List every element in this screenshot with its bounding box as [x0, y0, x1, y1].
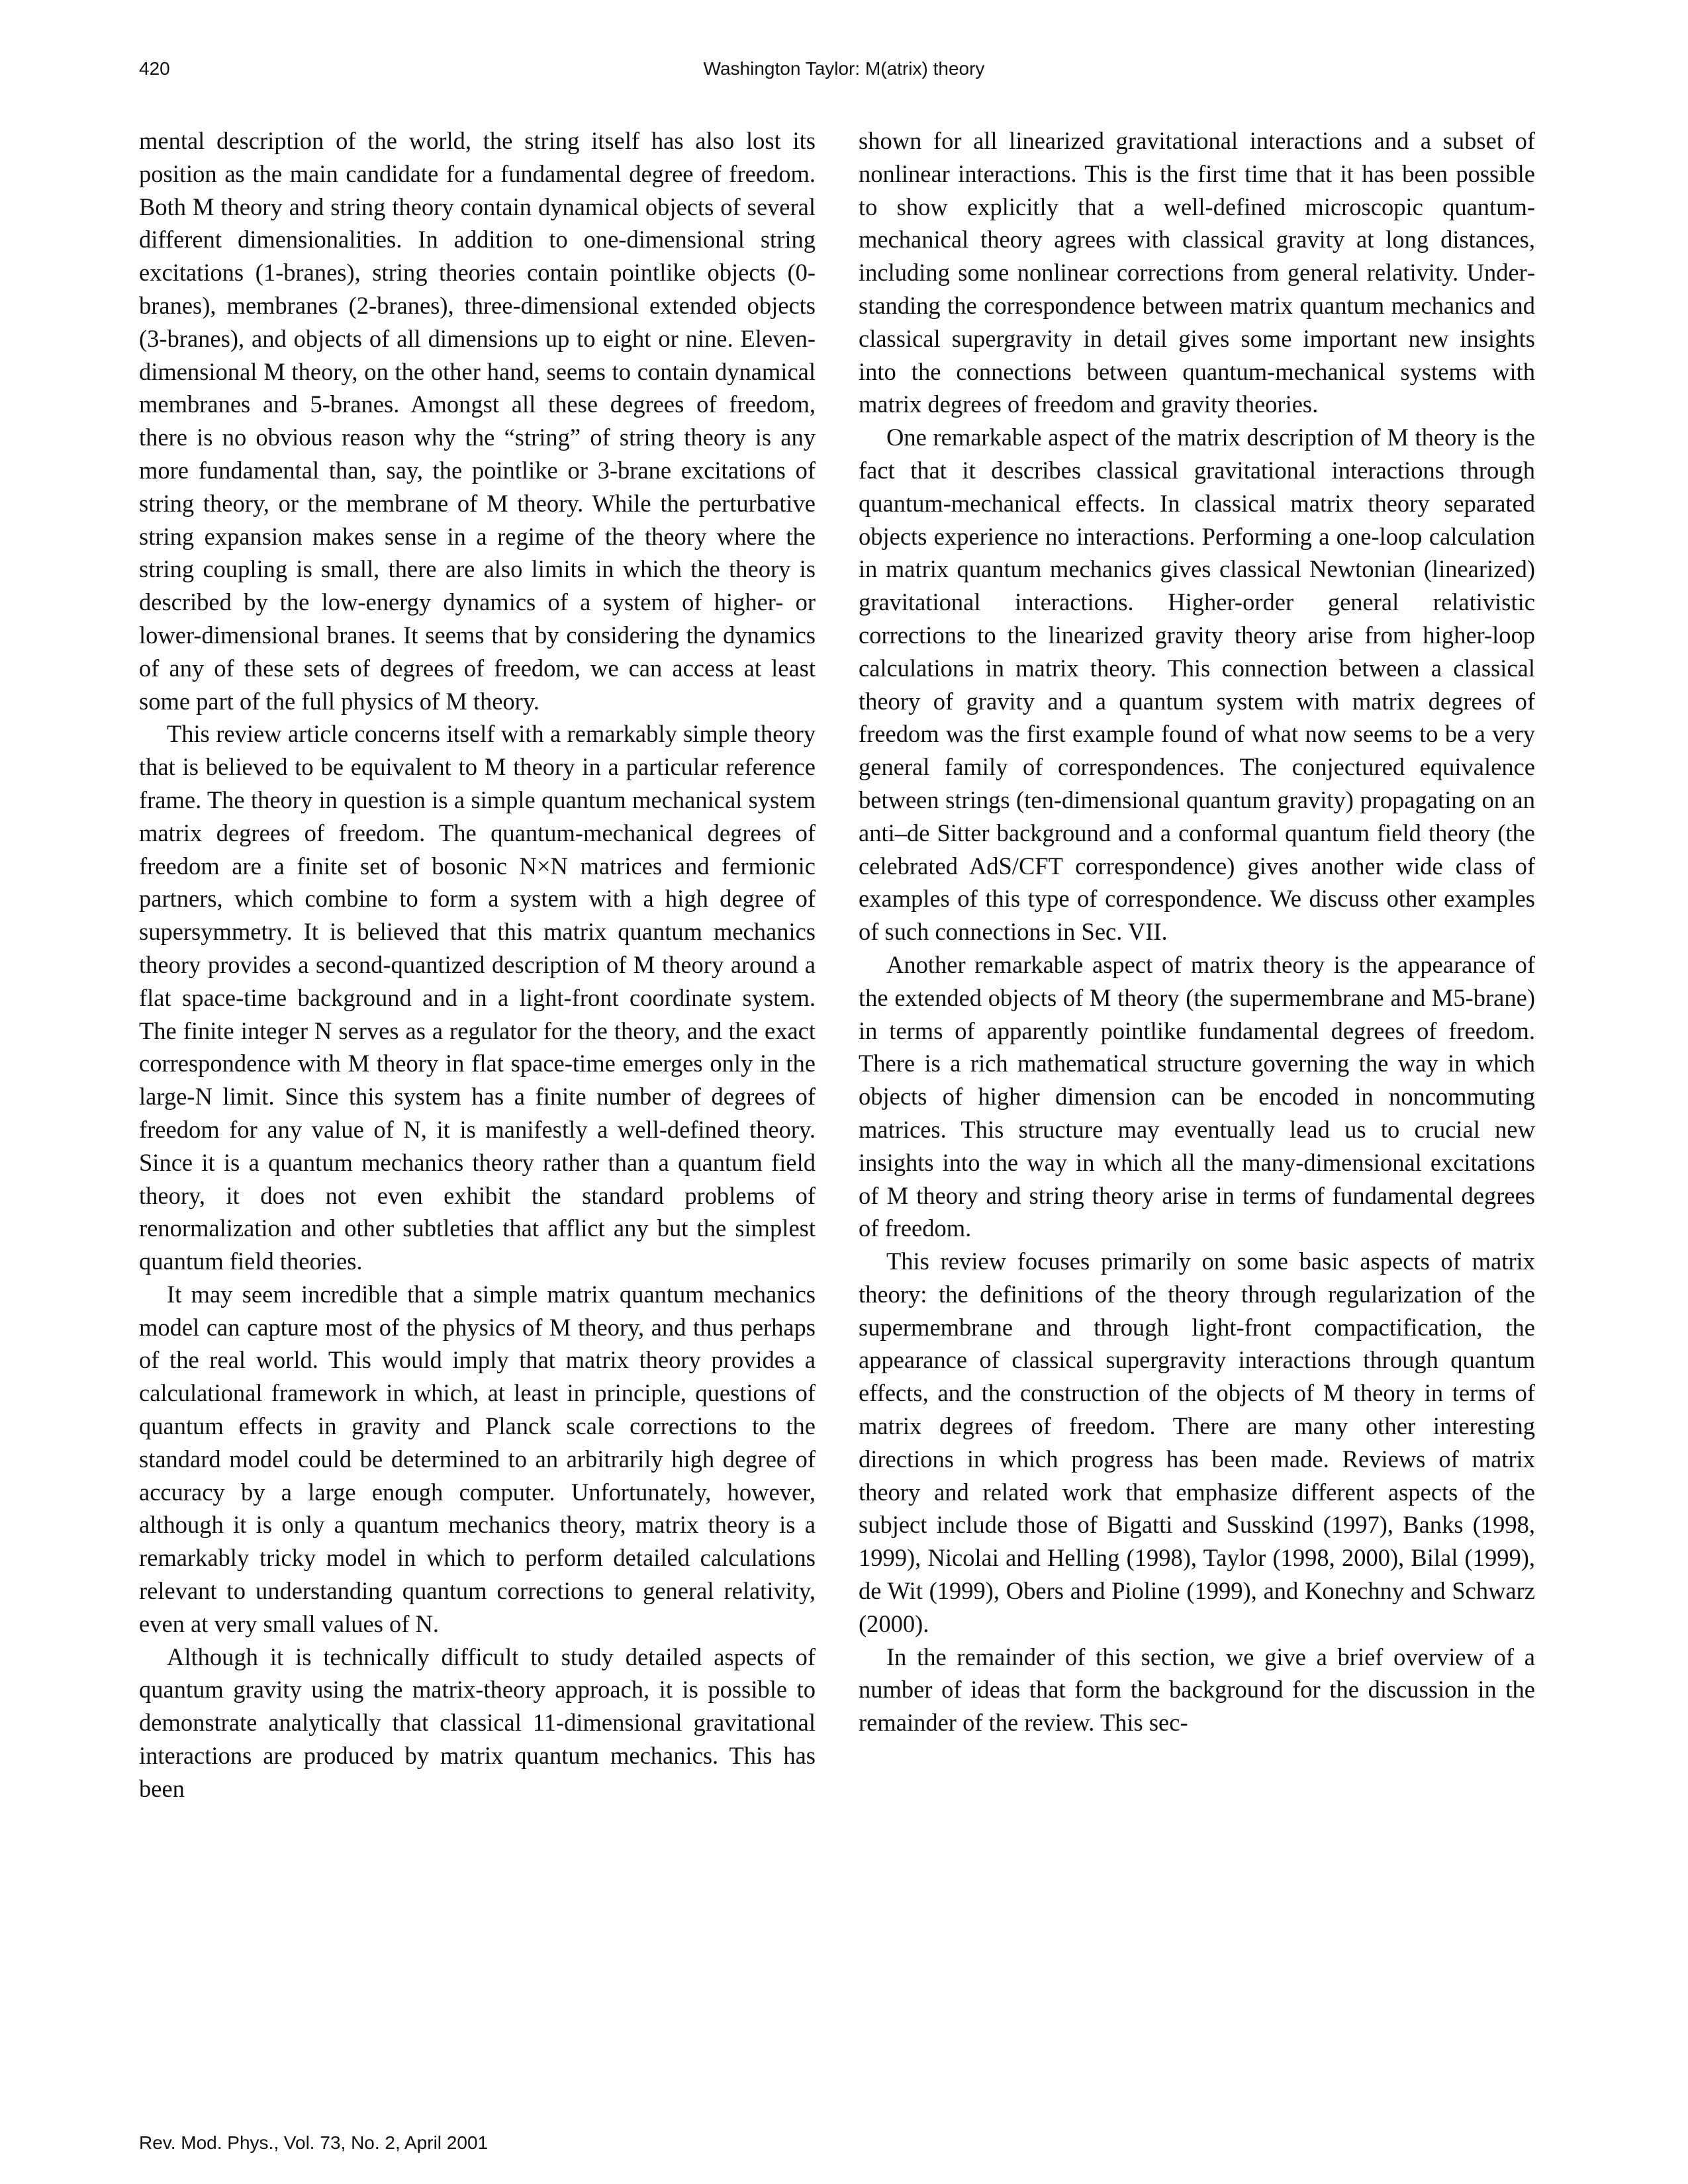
right-column: [859, 124, 1535, 2116]
paragraph: Although it is technically difficult to study detailed aspects of quantum gravity using the matrix-theory approach, it is possible to demonstrate analytically that classical 11-dimensional gravitational interactions are produced by matrix quantum mechanics. This has been: [139, 1643, 816, 1802]
page-header: [0, 58, 1688, 91]
paragraph: In the remainder of this section, we give a brief overview of a number of ideas that form the background for the discussion in the remainder of the review. This sec-: [859, 1643, 1535, 1737]
paragraph: One remarkable aspect of the matrix description of M theory is the fact that it describes classical gravitational interactions through quantum-mechanical effects. In classical matrix theory separated objects experience no interactions. Performing a one-loop calculation in matrix quantum mechanics gives classical Newtonian (linearized) gravitational interactions. Higher-order general relativistic corrections to the linearized gravity theory arise from higher-loop calculations in matrix theory. This connection between a classical theory of gravity and a quantum system with matrix degrees of freedom was the first example found of what now seems to be a very general family of correspondences. The conjectured equivalence between strings (ten-dimensional quantum gravity) propagating on an anti–de Sitter background and a conformal quantum field theory (the celebrated AdS/CFT correspondence) gives another wide class of examples of this type of correspondence. We discuss other examples of such connections in Sec. VII.: [859, 424, 1535, 946]
page-number: 420: [139, 58, 170, 79]
paragraph: This review article concerns itself with a remarkably simple theory that is believed to be equivalent to M theory in a particular reference frame. The theory in question is a simple quantum mechanical system matrix degrees of freedom. The quantum-mechanical degrees of freedom are a finite set of bosonic N×N matrices and fermionic partners, which combine to form a system with a high degree of supersymmetry. It is believed that this matrix quantum mechanics theory provides a second-quantized description of M theory around a flat space-time background and in a light-front coordinate system. The finite integer N serves as a regulator for the theory, and the exact correspondence with M theory in flat space-time emerges only in the large-N limit. Since this system has a finite number of degrees of freedom for any value of N, it is manifestly a well-defined theory. Since it is a quantum mechanics theory rather than a quantum field theory, it does not even exhibit the standard problems of renormalization and other subtleties that afflict any but the simplest quantum field theories.: [139, 720, 816, 1275]
paragraph: mental description of the world, the string itself has also lost its position as the main candidate for a fundamental degree of freedom. Both M theory and string theory contain dynamical objects of several different dimensionalities. In addition to one-dimensional string excitations (1-branes), string theories contain pointlike objects (0-branes), membranes (2-branes), three-dimensional extended objects (3-branes), and objects of all dimensions up to eight or nine. Eleven-dimensional M theory, on the other hand, seems to contain dynamical membranes and 5-branes. Amongst all these degrees of freedom, there is no obvious reason why the “string” of string theory is any more fundamental than, say, the pointlike or 3-brane excitations of string theory, or the membrane of M theory. While the perturbative string expansion makes sense in a regime of the theory where the string coupling is small, there are also limits in which the theory is described by the low-energy dynamics of a system of higher- or lower-dimensional branes. It seems that by considering the dynamics of any of these sets of degrees of freedom, we can access at least some part of the full physics of M theory.: [139, 127, 816, 715]
running-head: Washington Taylor: M(atrix) theory: [703, 58, 985, 79]
paragraph: This review focuses primarily on some basic aspects of matrix theory: the definitions of the theory through regularization of the supermembrane and through light-front compactification, the appearance of classical supergravity interactions through quantum effects, and the construction of the objects of M theory in terms of matrix degrees of freedom. There are many other interesting directions in which progress has been made. Reviews of matrix theory and related work that emphasize different aspects of the subject include those of Bigatti and Susskind (1997), Banks (1998, 1999), Nicolai and Helling (1998), Taylor (1998, 2000), Bilal (1999), de Wit (1999), Obers and Pioline (1999), and Konechny and Schwarz (2000).: [859, 1248, 1535, 1637]
paragraph: Another remarkable aspect of matrix theory is the appearance of the extended objects of M theory (the supermembrane and M5-brane) in terms of apparently pointlike fundamental degrees of freedom. There is a rich mathematical structure governing the way in which objects of higher dimension can be encoded in noncommuting matrices. This structure may eventually lead us to crucial new insights into the way in which all the many-dimensional excitations of M theory and string theory arise in terms of fundamental degrees of freedom.: [859, 950, 1535, 1242]
left-column: [139, 124, 816, 2116]
paragraph: It may seem incredible that a simple matrix quantum mechanics model can capture most of the physics of M theory, and thus perhaps of the real world. This would imply that matrix theory provides a calculational framework in which, at least in principle, questions of quantum effects in gravity and Planck scale corrections to the standard model could be determined to an arbitrarily high degree of accuracy by a large enough computer. Unfortunately, however, although it is only a quantum mechanics theory, matrix theory is a remarkably tricky model in which to perform detailed calculations relevant to understanding quantum corrections to general relativity, even at very small values of N.: [139, 1280, 816, 1637]
paragraph: shown for all linearized gravitational interactions and a subset of nonlinear interactions. This is the first time that it has been possible to show explicitly that a well-defined microscopic quantum-mechanical theory agrees with classical gravity at long distances, including some nonlinear corrections from general relativity. Understanding the correspondence between matrix quantum mechanics and classical supergravity in detail gives some important new insights into the connections between quantum-mechanical systems with matrix degrees of freedom and gravity theories.: [859, 127, 1535, 418]
journal-citation: Rev. Mod. Phys., Vol. 73, No. 2, April 2001: [139, 2132, 489, 2153]
